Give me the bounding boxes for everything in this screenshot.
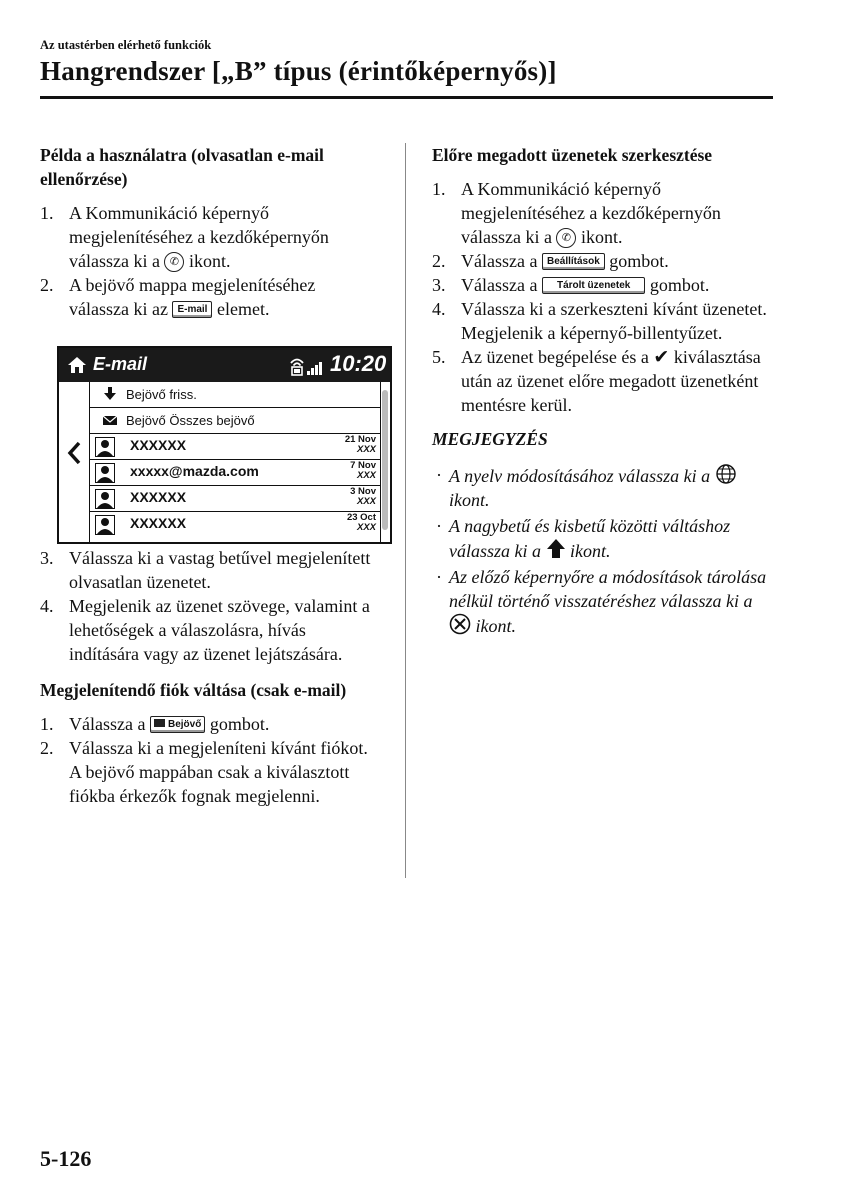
- note-text: ikont.: [570, 541, 611, 561]
- home-icon[interactable]: [67, 355, 87, 375]
- message-row[interactable]: [90, 486, 381, 512]
- phone-icon: ✆: [164, 252, 184, 272]
- edit-heading: Előre megadott üzenetek szerkesztése: [432, 145, 713, 165]
- step-number: 5.: [432, 347, 446, 367]
- step-item: [432, 273, 777, 297]
- step-text: ikont.: [580, 227, 623, 247]
- step-text: A bejövő mappa megjelenítéséhez válassza ki az: [69, 275, 316, 319]
- bullet: ·: [436, 516, 442, 536]
- message-date: 21 Nov XXX: [344, 434, 376, 455]
- page-number: 5-126: [40, 1146, 92, 1171]
- back-arrow-icon[interactable]: [66, 440, 82, 466]
- step-text: Az üzenet begépelése és a: [461, 347, 649, 367]
- step-number: 3.: [432, 275, 446, 295]
- note-text: A nyelv módosításához válassza ki a: [449, 466, 711, 486]
- step-number: 1.: [432, 179, 446, 199]
- step-text: gombot.: [609, 251, 669, 271]
- step-item: [432, 297, 777, 345]
- scrollbar-thumb[interactable]: [382, 390, 388, 530]
- step-number: 1.: [40, 714, 54, 734]
- page-title: Hangrendszer [„B” típus (érintőképernyős)]: [40, 56, 557, 86]
- section-label: Az utastérben elérhető funkciók: [40, 38, 212, 52]
- step-number: 4.: [40, 596, 54, 616]
- message-row[interactable]: [90, 512, 381, 537]
- note-text: ikont.: [475, 616, 516, 636]
- step-text: gombot.: [209, 714, 270, 734]
- row-label: Bejövő friss.: [126, 387, 197, 402]
- envelope-icon: [154, 719, 165, 727]
- download-arrow-icon: [102, 387, 118, 401]
- email-screen: [57, 346, 392, 544]
- note-text: Az előző képernyőre a módosítások tárolása nélkül történő visszatéréshez válassza ki a: [449, 567, 767, 611]
- screen-time: 10:20: [330, 351, 387, 376]
- note-item: [432, 565, 777, 638]
- step-text: Válassza a: [461, 275, 538, 295]
- step-number: 2.: [40, 275, 54, 295]
- left-column-continued: [40, 546, 375, 808]
- inbox-button: Bejövő: [150, 716, 205, 733]
- example-heading: Példa a használatra (olvasatlan e-mail ellenőrzése): [40, 145, 324, 189]
- step-number: 2.: [40, 738, 54, 758]
- avatar-icon: [95, 437, 115, 457]
- step-number: 4.: [432, 299, 446, 319]
- message-date: 3 Nov XXX: [350, 486, 376, 507]
- step-item: [40, 712, 375, 736]
- note-text: A nagybetű és kisbetű közötti váltáshoz válassza ki a: [449, 516, 731, 561]
- screen-title: E-mail: [93, 354, 148, 374]
- left-column: [40, 143, 375, 321]
- step-text: ikont.: [188, 251, 231, 271]
- message-sender: XXXXXX: [130, 489, 187, 505]
- close-icon: [449, 613, 471, 635]
- email-button: E-mail: [172, 301, 212, 318]
- note-text: ikont.: [449, 490, 490, 510]
- message-row[interactable]: [90, 434, 381, 460]
- message-row[interactable]: [90, 460, 381, 486]
- message-sender: XXXXXX: [130, 437, 187, 453]
- step-item: [40, 273, 375, 321]
- screen-header: [59, 348, 390, 382]
- account-heading: Megjelenítendő fiók váltása (csak e-mail): [40, 680, 347, 700]
- step-number: 1.: [40, 203, 54, 223]
- step-text: Válassza ki a szerkeszteni kívánt üzenetet. Megjelenik a képernyő-billentyűzet.: [461, 299, 767, 343]
- step-text: Válassza a: [461, 251, 538, 271]
- step-item: [40, 594, 375, 666]
- stored-messages-button: Tárolt üzenetek: [542, 277, 645, 294]
- signal-icon: [287, 354, 325, 376]
- step-text: gombot.: [649, 275, 710, 295]
- step-text: Válassza ki a vastag betűvel megjelenített olvasatlan üzenetet.: [69, 548, 371, 592]
- right-column: [432, 143, 777, 640]
- step-item: [40, 201, 375, 273]
- note-item: [432, 463, 777, 512]
- avatar-icon: [95, 463, 115, 483]
- note-item: [432, 514, 777, 563]
- step-text: A Kommunikáció képernyő megjelenítéséhez a kezdőképernyőn válassza ki a: [69, 203, 329, 271]
- step-text: elemet.: [216, 299, 270, 319]
- column-divider: [405, 143, 406, 878]
- avatar-icon: [95, 489, 115, 509]
- screen-scrollbar[interactable]: [380, 382, 390, 542]
- avatar-icon: [95, 515, 115, 535]
- example-steps: [40, 201, 375, 321]
- step-text: A Kommunikáció képernyő megjelenítéséhez a kezdőképernyőn válassza ki a: [461, 179, 721, 247]
- screen-sidebar: [59, 382, 90, 542]
- step-item: [40, 546, 375, 594]
- bullet: ·: [436, 567, 442, 587]
- phone-icon: ✆: [556, 228, 576, 248]
- step-text: Válassza a: [69, 714, 146, 734]
- settings-button: Beállítások: [542, 253, 605, 270]
- edit-steps: [432, 177, 777, 417]
- note-title: MEGJEGYZÉS: [432, 429, 548, 449]
- checkmark-icon: ✔: [653, 346, 670, 368]
- all-inbox-row[interactable]: [90, 408, 381, 434]
- title-rule: [40, 96, 773, 99]
- message-date: 23 Oct XXX: [346, 512, 376, 533]
- globe-icon: [715, 463, 737, 485]
- shift-arrow-icon: [546, 538, 566, 560]
- note-list: [432, 463, 777, 638]
- step-item: [432, 249, 777, 273]
- example-steps-continued: [40, 546, 375, 666]
- message-date: 7 Nov XXX: [350, 460, 376, 481]
- step-number: 3.: [40, 548, 54, 568]
- step-item: [432, 177, 777, 249]
- step-text: Megjelenik az üzenet szövege, valamint a lehetőségek a válaszolásra, hívás indítására vagy az üzenet lejátszására.: [69, 596, 370, 664]
- bullet: ·: [436, 465, 442, 485]
- step-item: [40, 736, 375, 808]
- message-sender: xxxxx@mazda.com: [130, 463, 259, 479]
- message-sender: XXXXXX: [130, 515, 187, 531]
- step-item: [432, 345, 777, 417]
- step-number: 2.: [432, 251, 446, 271]
- step-text: Válassza ki a megjeleníteni kívánt fiókot. A bejövő mappában csak a kiválasztott fiókba érkezők fognak megjelenni.: [69, 738, 368, 806]
- account-steps: [40, 712, 375, 808]
- step-text: kiválasztása után az üzenet előre megadott üzenetként mentésre kerül.: [461, 347, 761, 415]
- envelope-icon: [102, 413, 118, 427]
- row-label: Bejövő Összes bejövő: [126, 413, 255, 428]
- refresh-inbox-row[interactable]: [90, 382, 381, 408]
